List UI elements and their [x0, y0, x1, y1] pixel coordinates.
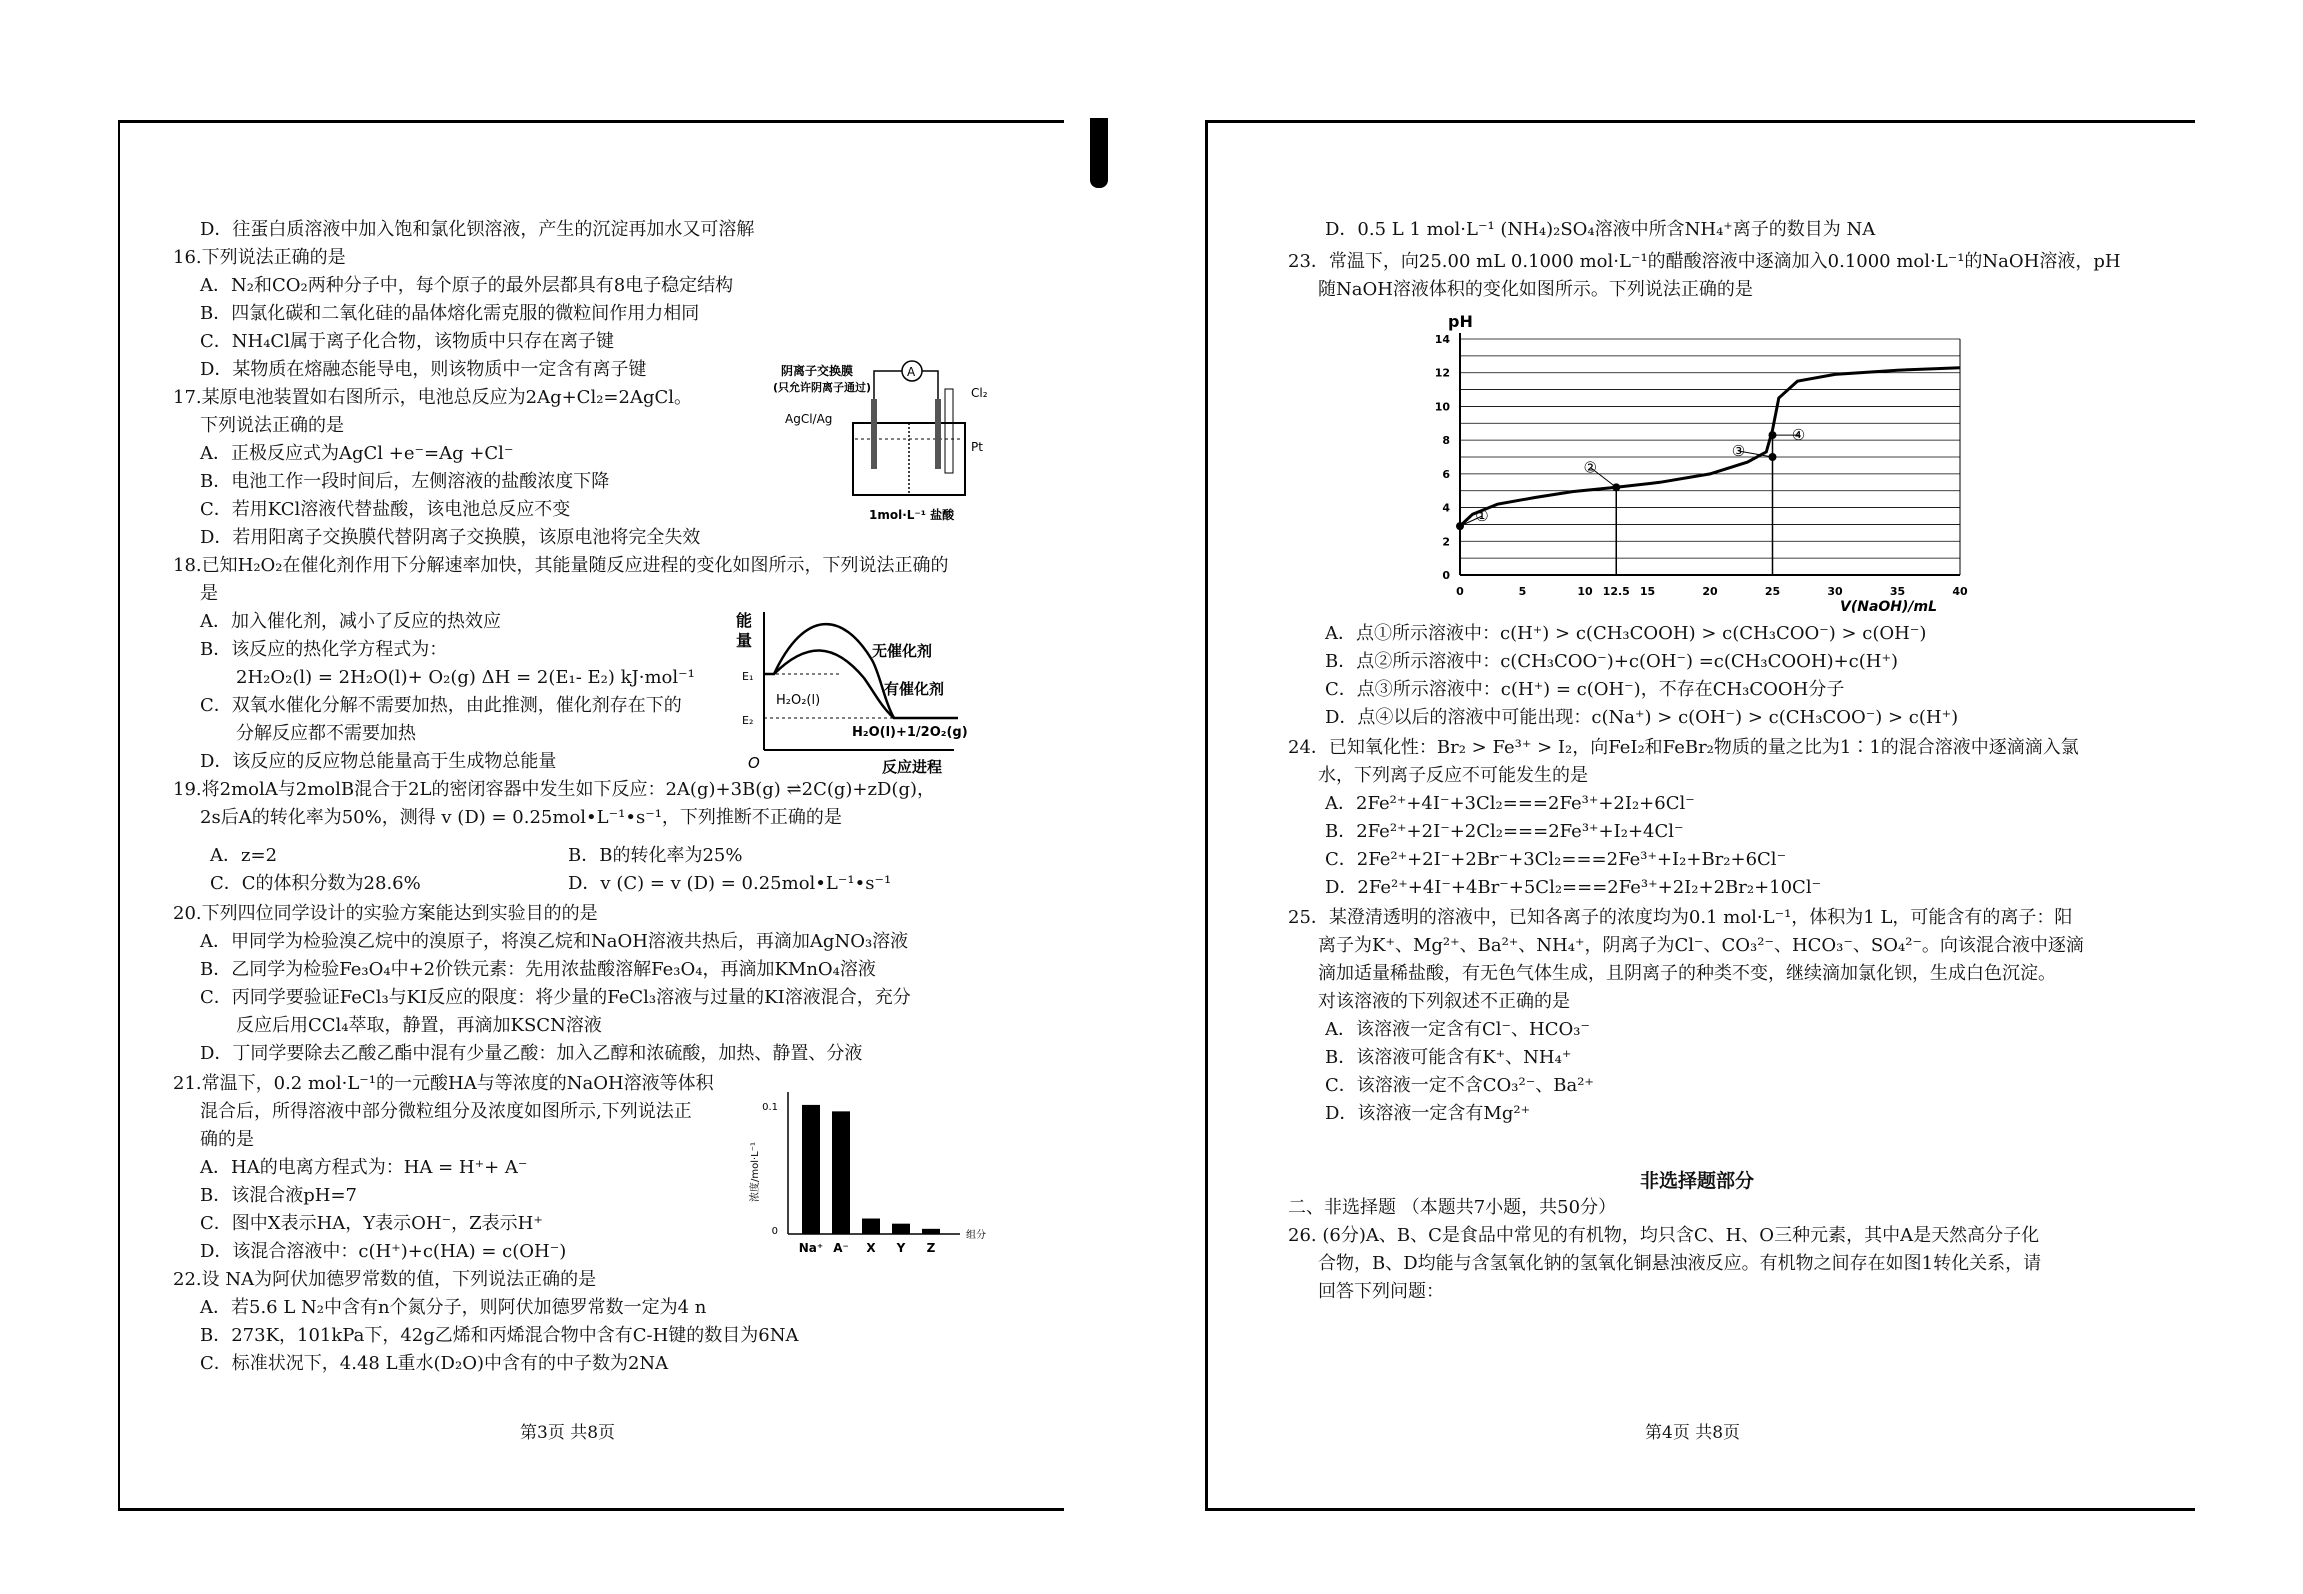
fig17-solution-label: 1mol·L⁻¹ 盐酸 [869, 508, 955, 522]
q26-stem: 26. (6分)A、B、C是食品中常见的有机物，均只含C、H、O三种元素，其中A是天然高分子化 [1288, 1225, 2040, 1246]
q17-option-b: B．电池工作一段时间后，左侧溶液的盐酸浓度下降 [200, 471, 610, 492]
q18-stem-2: 是 [200, 583, 218, 604]
fig18-y-label-2: 量 [736, 631, 753, 650]
q23-option-b: B．点②所示溶液中：c(CH₃COO⁻)+c(OH⁻) =c(CH₃COOH)+c(H⁺) [1325, 651, 1898, 672]
q19-option-b: B．B的转化率为25% [568, 845, 743, 866]
q25-stem-3: 滴加适量稀盐酸，有无色气体生成，且阴离子的种类不变，继续滴加氯化钡，生成白色沉淀。 [1318, 963, 2056, 984]
q19-stem-2: 2s后A的转化率为50%，测得 v (D) = 0.25mol•L⁻¹•s⁻¹，下列推断不正确的是 [200, 807, 842, 828]
q18-option-a: A．加入催化剂，减小了反应的热效应 [200, 611, 501, 632]
q25-stem-4: 对该溶液的下列叙述不正确的是 [1318, 991, 1570, 1012]
q23-stem-2: 随NaOH溶液体积的变化如图所示。下列说法正确的是 [1318, 279, 1753, 300]
q17-stem: 17.某原电池装置如右图所示，电池总反应为2Ag+Cl₂=2AgCl。 [173, 387, 693, 408]
q20-option-b: B．乙同学为检验Fe₃O₄中+2价铁元素：先用浓盐酸溶解Fe₃O₄，再滴加KMnO₄溶液 [200, 959, 876, 980]
q24-option-c: C．2Fe²⁺+2I⁻+2Br⁻+3Cl₂===2Fe³⁺+I₂+Br₂+6Cl⁻ [1325, 849, 1787, 870]
fig21-y-tick-0: 0 [771, 1226, 778, 1237]
q21-stem-3: 确的是 [200, 1129, 254, 1150]
q21-option-c: C．图中X表示HA，Y表示OH⁻，Z表示H⁺ [200, 1213, 543, 1234]
fig21-bar-chart [738, 1084, 1000, 1266]
q18-option-b-eq: 2H₂O₂(l) = 2H₂O(l)+ O₂(g) ΔH = 2(E₁- E₂) kJ·mol⁻¹ [236, 667, 695, 688]
fig23-x-tick-9: 40 [1952, 585, 1968, 598]
q26-stem-3: 回答下列问题： [1318, 1281, 1444, 1302]
fig23-x-tick-0: 0 [1456, 585, 1464, 598]
q20-option-c-2: 反应后用CCl₄萃取，静置，再滴加KSCN溶液 [236, 1015, 602, 1036]
q16-stem: 16.下列说法正确的是 [173, 247, 346, 268]
q24-stem: 24．已知氧化性：Br₂ > Fe³⁺ > I₂，向FeI₂和FeBr₂物质的量之比为1∶1的混合溶液中逐滴滴入氯 [1288, 737, 2079, 758]
q17-option-d: D．若用阳离子交换膜代替阴离子交换膜，该原电池将完全失效 [200, 527, 701, 548]
q24-option-d: D．2Fe²⁺+4I⁻+4Br⁻+5Cl₂===2Fe³⁺+2I₂+2Br₂+10Cl⁻ [1325, 877, 1822, 898]
fig17-cell-diagram [773, 355, 1015, 527]
fig21-x-tick-1: A⁻ [833, 1241, 849, 1255]
q23-option-a: A．点①所示溶液中：c(H⁺) > c(CH₃COOH) > c(CH₃COO⁻) > c(OH⁻) [1325, 623, 1927, 644]
q21-stem: 21.常温下，0.2 mol·L⁻¹的一元酸HA与等浓度的NaOH溶液等体积 [173, 1073, 714, 1094]
fig23-y-tick-3: 6 [1442, 467, 1450, 481]
fig23-x-tick-8: 35 [1889, 585, 1906, 598]
fig18-e1-label: E₁ [742, 670, 754, 683]
fig18-x-label: 反应进程 [882, 758, 943, 776]
part2-heading: 二、非选择题 （本题共7小题，共50分） [1288, 1197, 1617, 1218]
fig23-point-label-1: ② [1583, 458, 1597, 477]
fig17-membrane-note: (只允许阴离子通过) [773, 381, 872, 394]
fig23-y-tick-1: 2 [1442, 535, 1450, 549]
fig23-ph-curve [1460, 368, 1960, 526]
q25-option-d: D．该溶液一定含有Mg²⁺ [1325, 1103, 1531, 1124]
q19-stem: 19.将2molA与2molB混合于2L的密闭容器中发生如下反应：2A(g)+3B(g) ⇌2C(g)+zD(g)， [173, 779, 935, 800]
q25-option-b: B．该溶液可能含有K⁺、NH₄⁺ [1325, 1047, 1572, 1068]
section-title-non-choice: 非选择题部分 [1640, 1170, 1755, 1192]
scan-shadow [1090, 118, 1108, 188]
q25-option-a: A．该溶液一定含有Cl⁻、HCO₃⁻ [1325, 1019, 1590, 1040]
q19-option-a: A．z=2 [210, 845, 278, 866]
fig21-x-tick-0: Na⁺ [798, 1241, 824, 1255]
fig23-point-label-0: ① [1475, 507, 1489, 526]
q20-option-c: C．丙同学要验证FeCl₃与KI反应的限度：将少量的FeCl₃溶液与过量的KI溶液混合，充分 [200, 987, 911, 1008]
fig17-wire-right [922, 371, 938, 399]
q21-option-b: B．该混合液pH=7 [200, 1185, 357, 1206]
q22-stem: 22.设 NA为阿伏加德罗常数的值，下列说法正确的是 [173, 1269, 597, 1290]
q24-option-b: B．2Fe²⁺+2I⁻+2Cl₂===2Fe³⁺+I₂+4Cl⁻ [1325, 821, 1684, 842]
q22-option-c: C．标准状况下，4.48 L重水(D₂O)中含有的中子数为2NA [200, 1353, 669, 1374]
fig17-wire-left [874, 371, 902, 399]
q25-option-c: C．该溶液一定不含CO₃²⁻、Ba²⁺ [1325, 1075, 1594, 1096]
q20-option-d: D．丁同学要除去乙酸乙酯中混有少量乙酸：加入乙醇和浓硫酸，加热、静置、分液 [200, 1043, 863, 1064]
q18-option-b: B．该反应的热化学方程式为： [200, 639, 448, 660]
fig21-x-tick-4: Z [926, 1241, 936, 1255]
q18-option-c: C．双氧水催化分解不需要加热，由此推测，催化剂存在下的 [200, 695, 682, 716]
fig17-membrane-label: 阴离子交换膜 [781, 364, 854, 378]
q21-stem-2: 混合后，所得溶液中部分微粒组分及浓度如图所示,下列说法正 [200, 1101, 692, 1122]
fig23-y-tick-0: 0 [1442, 569, 1450, 582]
q25-stem-2: 离子为K⁺、Mg²⁺、Ba²⁺、NH₄⁺，阴离子为Cl⁻、CO₃²⁻、HCO₃⁻、SO₄²⁻。向该混合液中逐滴 [1318, 935, 2084, 956]
fig21-bar-0 [802, 1105, 820, 1234]
q18-stem: 18.已知H₂O₂在催化剂作用下分解速率加快，其能量随反应进程的变化如图所示，下列说法正确的 [173, 555, 949, 576]
q25-stem: 25．某澄清透明的溶液中，已知各离子的浓度均为0.1 mol·L⁻¹，体积为1 L，可能含有的离子：阳 [1288, 907, 2073, 928]
q16-option-d: D．某物质在熔融态能导电，则该物质中一定含有离子键 [200, 359, 647, 380]
q19-option-d: D．v (C) = v (D) = 0.25mol•L⁻¹•s⁻¹ [568, 873, 892, 894]
fig23-x-tick-2: 10 [1577, 585, 1593, 598]
fig17-right-electrode-label: Pt [971, 440, 983, 454]
fig23-x-tick-6: 25 [1764, 585, 1781, 598]
fig21-y-tick-0-1: 0.1 [762, 1102, 778, 1113]
fig18-product-label: H₂O(l)+1/2O₂(g) [852, 725, 968, 740]
q23-option-d: D．点④以后的溶液中可能出现：c(Na⁺) > c(OH⁻) > c(CH₃COO⁻) > c(H⁺) [1325, 707, 1959, 728]
fig18-no-catalyst-label: 无催化剂 [872, 642, 933, 660]
fig23-y-tick-6: 12 [1434, 366, 1450, 380]
fig17-meter-label: A [907, 365, 916, 379]
right-page-footer: 第4页 共8页 [1645, 1423, 1741, 1443]
q21-option-d: D．该混合溶液中：c(H⁺)+c(HA) = c(OH⁻) [200, 1241, 567, 1262]
fig23-x-label: V(NaOH)/mL [1840, 599, 1938, 615]
fig23-x-tick-3: 12.5 [1602, 585, 1630, 598]
fig17-gas-label: Cl₂ [971, 386, 988, 400]
fig17-left-electrode-label: AgCl/Ag [785, 412, 833, 426]
fig23-y-tick-5: 10 [1434, 400, 1450, 414]
left-page-footer: 第3页 共8页 [520, 1423, 616, 1443]
fig17-right-electrode [935, 399, 941, 469]
q17-option-c: C．若用KCl溶液代替盐酸，该电池总反应不变 [200, 499, 571, 520]
fig23-y-label: pH [1448, 312, 1473, 331]
fig23-x-tick-1: 5 [1518, 585, 1527, 598]
q26-stem-2: 合物，B、D均能与含氢氧化钠的氢氧化铜悬浊液反应。有机物之间存在如图1转化关系，请 [1318, 1253, 2042, 1274]
fig21-x-label: 组分 [966, 1230, 986, 1241]
q24-option-a: A．2Fe²⁺+4I⁻+3Cl₂===2Fe³⁺+2I₂+6Cl⁻ [1325, 793, 1695, 814]
fig23-point-label-3: ④ [1791, 426, 1806, 445]
q23-stem: 23．常温下，向25.00 mL 0.1000 mol·L⁻¹的醋酸溶液中逐滴加入0.1000 mol·L⁻¹的NaOH溶液，pH [1288, 251, 2121, 272]
fig18-e2-label: E₂ [742, 714, 754, 727]
q15-option-d: D．往蛋白质溶液中加入饱和氯化钡溶液，产生的沉淀再加水又可溶解 [200, 219, 755, 240]
fig23-y-tick-7: 14 [1434, 333, 1450, 346]
q21-option-a: A．HA的电离方程式为：HA = H⁺+ A⁻ [200, 1157, 528, 1178]
fig23-x-tick-4: 15 [1639, 585, 1656, 598]
fig18-y-label-1: 能 [736, 611, 753, 630]
q16-option-c: C．NH₄Cl属于离子化合物，该物质中只存在离子键 [200, 331, 614, 352]
fig23-point-label-2: ③ [1731, 442, 1746, 460]
fig21-bar-2 [862, 1219, 880, 1234]
fig21-x-tick-2: X [866, 1241, 876, 1255]
q22-option-a: A．若5.6 L N₂中含有n个氮分子，则阿伏加德罗常数一定为4 n [200, 1297, 707, 1318]
fig21-y-label: 浓度/mol·L⁻¹ [750, 1141, 761, 1202]
fig18-catalyst-label: 有催化剂 [884, 680, 945, 698]
q17-stem-2: 下列说法正确的是 [200, 415, 344, 436]
fig21-x-tick-3: Y [896, 1241, 906, 1255]
q17-option-a: A．正极反应式为AgCl +e⁻=Ag +Cl⁻ [200, 443, 514, 464]
fig23-x-tick-7: 30 [1827, 585, 1843, 598]
fig18-origin-label: O [748, 754, 760, 772]
q20-stem: 20.下列四位同学设计的实验方案能达到实验目的的是 [173, 903, 598, 924]
q19-option-c: C．C的体积分数为28.6% [210, 873, 421, 894]
fig18-energy-diagram [722, 600, 1027, 778]
q22-option-d: D．0.5 L 1 mol·L⁻¹ (NH₄)₂SO₄溶液中所含NH₄⁺离子的数目为 NA [1325, 219, 1876, 240]
q20-option-a: A．甲同学为检验溴乙烷中的溴原子，将溴乙烷和NaOH溶液共热后，再滴加AgNO₃溶液 [200, 931, 909, 952]
fig23-x-tick-5: 20 [1702, 585, 1718, 598]
fig21-bar-3 [892, 1224, 910, 1234]
fig21-bar-4 [922, 1229, 940, 1234]
q18-option-c-2: 分解反应都不需要加热 [236, 723, 416, 744]
q18-option-d: D．该反应的反应物总能量高于生成物总能量 [200, 751, 557, 772]
q23-option-c: C．点③所示溶液中：c(H⁺) = c(OH⁻)，不存在CH₃COOH分子 [1325, 679, 1845, 700]
fig23-titration-chart [1420, 305, 1980, 615]
fig17-left-electrode [871, 399, 877, 469]
q22-option-b: B．273K，101kPa下，42g乙烯和丙烯混合物中含有C-H键的数目为6NA [200, 1325, 799, 1346]
q24-stem-2: 水，下列离子反应不可能发生的是 [1318, 765, 1588, 786]
fig18-reactant-label: H₂O₂(l) [776, 693, 821, 708]
q16-option-a: A．N₂和CO₂两种分子中，每个原子的最外层都具有8电子稳定结构 [200, 275, 734, 296]
fig23-y-tick-2: 4 [1442, 501, 1450, 515]
fig23-y-tick-4: 8 [1442, 434, 1450, 448]
q16-option-b: B．四氯化碳和二氧化硅的晶体熔化需克服的微粒间作用力相同 [200, 303, 700, 324]
fig17-gas-tube [945, 389, 953, 473]
fig21-bar-1 [832, 1111, 850, 1234]
